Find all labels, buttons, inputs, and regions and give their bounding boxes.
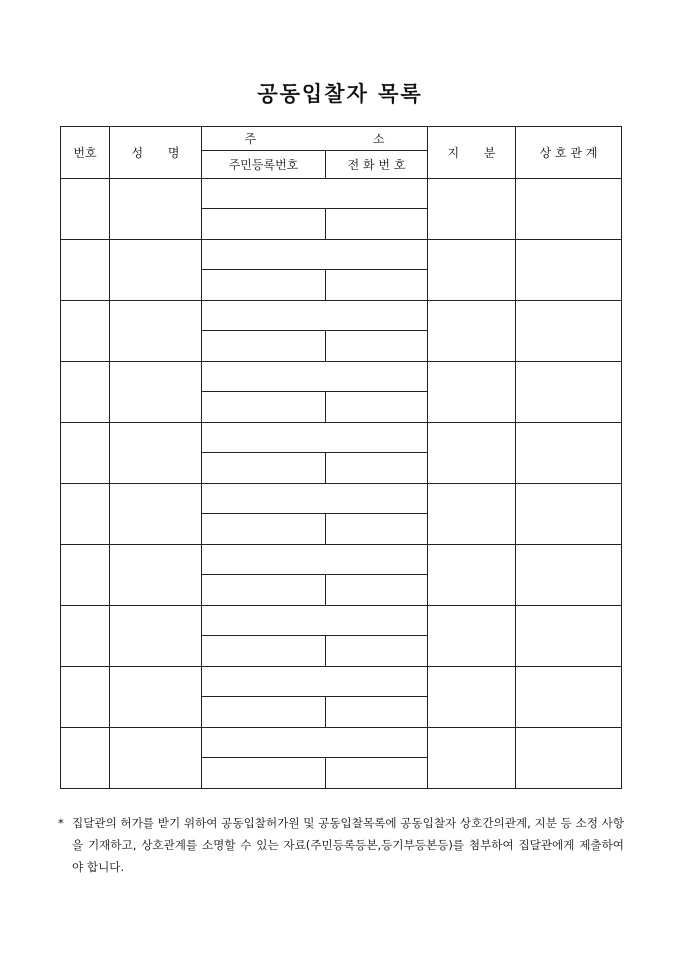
cell-number[interactable]: [61, 240, 110, 301]
cell-name[interactable]: [110, 728, 202, 789]
table-row: [61, 667, 622, 697]
cell-address[interactable]: [202, 240, 428, 270]
header-relation: 상 호 관 계: [516, 127, 622, 179]
footnote: [58, 812, 624, 878]
cell-share[interactable]: [428, 545, 516, 606]
cell-address[interactable]: [202, 545, 428, 575]
cell-number[interactable]: [61, 728, 110, 789]
cell-relation[interactable]: [516, 606, 622, 667]
cell-name[interactable]: [110, 240, 202, 301]
cell-relation[interactable]: [516, 667, 622, 728]
cell-number[interactable]: [61, 484, 110, 545]
cell-resident-id[interactable]: [202, 209, 326, 240]
cell-address[interactable]: [202, 301, 428, 331]
cell-resident-id[interactable]: [202, 758, 326, 789]
cell-address[interactable]: [202, 362, 428, 392]
cell-share[interactable]: [428, 728, 516, 789]
cell-share[interactable]: [428, 301, 516, 362]
cell-share[interactable]: [428, 179, 516, 240]
cell-resident-id[interactable]: [202, 697, 326, 728]
footnote-mark: *: [58, 816, 64, 830]
cell-number[interactable]: [61, 423, 110, 484]
cell-relation[interactable]: [516, 301, 622, 362]
table-row: [61, 240, 622, 270]
header-name: [110, 127, 202, 179]
header-row-1: [61, 127, 622, 151]
cell-number[interactable]: [61, 667, 110, 728]
header-address: [202, 127, 428, 151]
table-row: [61, 728, 622, 758]
cell-number[interactable]: [61, 545, 110, 606]
header-share: [428, 127, 516, 179]
cell-number[interactable]: [61, 301, 110, 362]
cell-share[interactable]: [428, 362, 516, 423]
cell-share[interactable]: [428, 423, 516, 484]
header-share-label: 지 분: [447, 146, 496, 160]
cell-number[interactable]: [61, 362, 110, 423]
cell-address[interactable]: [202, 728, 428, 758]
cell-address[interactable]: [202, 606, 428, 636]
cell-address[interactable]: [202, 423, 428, 453]
cell-name[interactable]: [110, 362, 202, 423]
cell-phone[interactable]: [326, 575, 428, 606]
cell-relation[interactable]: [516, 728, 622, 789]
cell-phone[interactable]: [326, 331, 428, 362]
cell-name[interactable]: [110, 545, 202, 606]
cell-number[interactable]: [61, 179, 110, 240]
page-title: 공동입찰자 목록: [257, 81, 423, 106]
cell-phone[interactable]: [326, 636, 428, 667]
table-row: [61, 606, 622, 636]
cell-resident-id[interactable]: [202, 575, 326, 606]
cell-name[interactable]: [110, 606, 202, 667]
cell-name[interactable]: [110, 667, 202, 728]
cell-phone[interactable]: [326, 392, 428, 423]
table-row: [61, 423, 622, 453]
cell-resident-id[interactable]: [202, 331, 326, 362]
cell-share[interactable]: [428, 606, 516, 667]
cell-address[interactable]: [202, 484, 428, 514]
cell-share[interactable]: [428, 667, 516, 728]
cell-name[interactable]: [110, 484, 202, 545]
header-address-label: 주 소: [244, 132, 385, 146]
cell-share[interactable]: [428, 484, 516, 545]
cell-phone[interactable]: [326, 209, 428, 240]
cell-number[interactable]: [61, 606, 110, 667]
cell-address[interactable]: [202, 179, 428, 209]
table-row: [61, 484, 622, 514]
cell-phone[interactable]: [326, 453, 428, 484]
header-phone: 전 화 번 호: [326, 151, 428, 179]
header-number: 번호: [61, 127, 110, 179]
header-resident-id: 주민등록번호: [202, 151, 326, 179]
table-row: [61, 362, 622, 392]
cell-relation[interactable]: [516, 362, 622, 423]
table-row: [61, 301, 622, 331]
cell-name[interactable]: [110, 179, 202, 240]
cell-resident-id[interactable]: [202, 636, 326, 667]
cell-resident-id[interactable]: [202, 514, 326, 545]
cell-relation[interactable]: [516, 545, 622, 606]
cell-share[interactable]: [428, 240, 516, 301]
cell-address[interactable]: [202, 667, 428, 697]
cell-phone[interactable]: [326, 697, 428, 728]
cell-relation[interactable]: [516, 179, 622, 240]
cell-resident-id[interactable]: [202, 392, 326, 423]
cell-relation[interactable]: [516, 240, 622, 301]
cell-resident-id[interactable]: [202, 270, 326, 301]
table-body: [61, 179, 622, 789]
cell-relation[interactable]: [516, 484, 622, 545]
cell-relation[interactable]: [516, 423, 622, 484]
header-name-label: 성 명: [131, 146, 180, 160]
cell-phone[interactable]: [326, 270, 428, 301]
cell-phone[interactable]: [326, 514, 428, 545]
cell-phone[interactable]: [326, 758, 428, 789]
joint-bidder-table: [60, 126, 622, 789]
cell-resident-id[interactable]: [202, 453, 326, 484]
cell-name[interactable]: [110, 423, 202, 484]
table-row: [61, 179, 622, 209]
table-row: [61, 545, 622, 575]
cell-name[interactable]: [110, 301, 202, 362]
footnote-text: 집달관의 허가를 받기 위하여 공동입찰허가원 및 공동입찰목록에 공동입찰자 상호간의관계, 지분 등 소정 사항을 기재하고, 상호관계를 소명할 수 있는 자료(주민등록등본,등기부등본등)를 첨부하여 집달관에게 제출하여야 합니다.: [72, 816, 624, 874]
